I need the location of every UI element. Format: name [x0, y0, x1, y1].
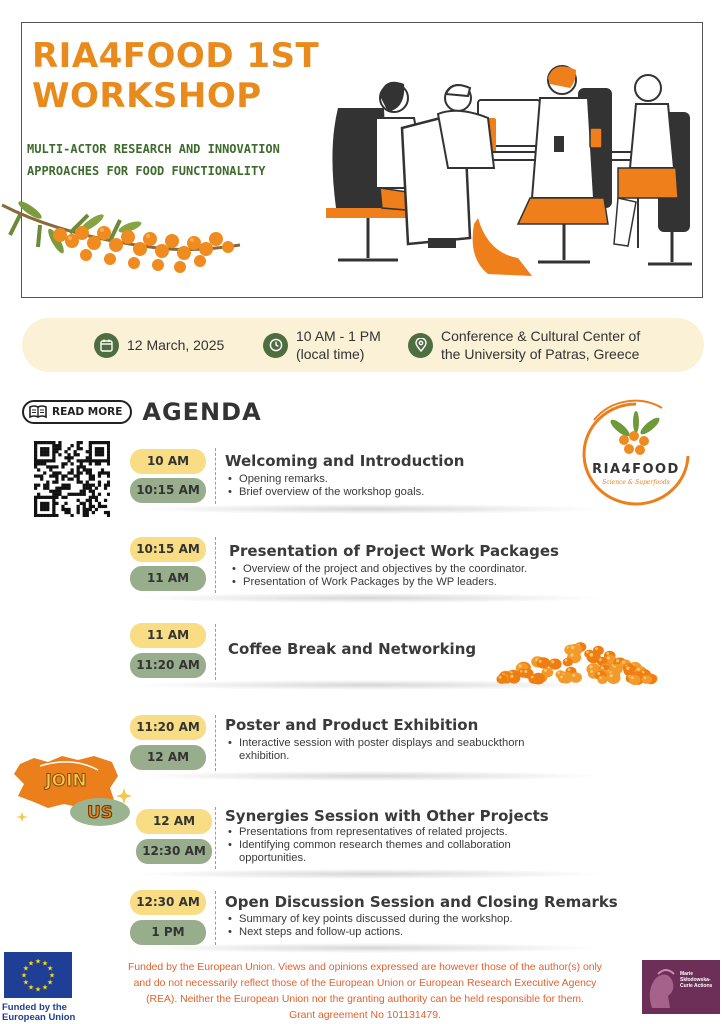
session-bullet: • Identifying common research themes and collaboration opportunities. — [225, 839, 575, 865]
disclaimer-line: and do not necessarily reflect those of the European Union or European Research Executive Agency — [133, 978, 597, 989]
event-time-line-1: 10 AM - 1 PM — [296, 328, 381, 344]
session-end-time: 1 PM — [130, 920, 206, 945]
agenda-session — [120, 446, 600, 510]
event-time — [263, 318, 381, 372]
seabuckthorn-berries-image — [490, 610, 666, 690]
session-bullet: • Presentations from representatives of related projects. — [225, 826, 575, 839]
join-text: JOIN — [45, 771, 87, 791]
session-end-time: 11 AM — [130, 566, 206, 591]
agenda-session — [120, 889, 618, 949]
msca-text-line: Curie Actions — [680, 983, 713, 989]
disclaimer-line: (REA). Neither the European Union nor the granting authority can be held responsible for them. — [146, 994, 584, 1005]
session-bullets — [229, 563, 527, 589]
funding-disclaimer — [90, 960, 640, 1024]
session-bullet: • Presentation of Work Packages by the WP leaders. — [229, 576, 527, 589]
eu-funding-label — [2, 1003, 75, 1023]
svg-text:★: ★ — [46, 964, 54, 973]
session-bullets — [225, 737, 555, 763]
svg-text:★: ★ — [46, 978, 54, 987]
session-end-time: 12 AM — [130, 745, 206, 770]
session-start-time: 10 AM — [130, 449, 206, 474]
session-bullet: • Summary of key points discussed during the workshop. — [225, 913, 513, 926]
book-icon — [28, 405, 48, 419]
join-us-badge[interactable] — [12, 752, 132, 841]
session-end-time: 10:15 AM — [130, 478, 206, 503]
disclaimer-line: Funded by the European Union. Views and opinions expressed are however those of the author(s) only — [127, 962, 603, 973]
svg-text:★: ★ — [27, 983, 35, 992]
location-pin-icon — [408, 333, 433, 358]
title-line-1: RIA4FOOD 1ST — [32, 36, 320, 76]
logo-tagline: Science & Superfoods — [602, 479, 670, 486]
msca-logo — [642, 960, 720, 1014]
svg-text:★: ★ — [20, 971, 28, 980]
agenda-session — [120, 713, 600, 777]
agenda-session — [120, 535, 600, 599]
team-meeting-illustration — [318, 48, 698, 288]
event-venue-line-2: the University of Patras, Greece — [441, 346, 640, 362]
grant-agreement: Grant agreement No 101131479. — [289, 1010, 441, 1021]
session-title: Welcoming and Introduction — [225, 452, 465, 470]
svg-text:★: ★ — [22, 964, 30, 973]
event-venue-line-1: Conference & Cultural Center of — [441, 328, 641, 344]
event-venue — [408, 318, 640, 372]
svg-text:★: ★ — [41, 983, 49, 992]
session-title: Coffee Break and Networking — [228, 640, 477, 658]
session-start-time: 11:20 AM — [130, 715, 206, 740]
clock-icon — [263, 333, 288, 358]
us-text: US — [86, 803, 114, 823]
session-title: Open Discussion Session and Closing Remarks — [225, 893, 618, 911]
msca-text-line: Marie — [680, 971, 694, 977]
subtitle-line-1: MULTI-ACTOR RESEARCH AND INNOVATION — [27, 142, 280, 156]
calendar-icon — [94, 333, 119, 358]
logo-wordmark: RIA4FOOD — [592, 462, 680, 477]
agenda-session — [120, 805, 600, 875]
event-time-text — [296, 327, 381, 363]
session-bullet: • Next steps and follow-up actions. — [225, 926, 513, 939]
title-line-2: WORKSHOP — [32, 76, 262, 116]
event-info-bar — [22, 318, 704, 372]
event-time-line-2: (local time) — [296, 346, 365, 362]
svg-text:★: ★ — [34, 985, 42, 994]
svg-text:★: ★ — [22, 978, 30, 987]
session-start-time: 12 AM — [136, 809, 212, 834]
session-title: Presentation of Project Work Packages — [229, 542, 559, 560]
svg-text:★: ★ — [34, 957, 42, 966]
session-title: Synergies Session with Other Projects — [225, 807, 549, 825]
event-venue-text — [441, 327, 640, 363]
read-more-button[interactable] — [22, 400, 132, 424]
svg-text:★: ★ — [48, 971, 56, 980]
svg-text:★: ★ — [27, 959, 35, 968]
qr-code[interactable] — [34, 441, 110, 517]
session-bullet: • Overview of the project and objectives by the coordinator. — [229, 563, 527, 576]
session-end-time: 11:20 AM — [130, 653, 206, 678]
event-date — [94, 318, 224, 372]
session-bullet: • Interactive session with poster displays and seabuckthorn exhibition. — [225, 737, 555, 763]
workshop-title — [32, 36, 319, 116]
event-date-text: 12 March, 2025 — [127, 337, 225, 353]
read-more-label: READ MORE — [52, 406, 123, 418]
svg-text:★: ★ — [41, 959, 49, 968]
session-start-time: 11 AM — [130, 623, 206, 648]
session-title: Poster and Product Exhibition — [225, 716, 479, 734]
msca-text-line: Skłodowska- — [680, 977, 711, 983]
session-bullet: • Opening remarks. — [225, 473, 424, 486]
session-bullets — [225, 826, 575, 865]
session-start-time: 10:15 AM — [130, 537, 206, 562]
session-bullet: • Brief overview of the workshop goals. — [225, 486, 424, 499]
session-bullets — [225, 473, 424, 499]
seabuckthorn-branch-image — [0, 175, 250, 285]
session-end-time: 12:30 AM — [136, 839, 212, 864]
eu-label-line-2: European Union — [2, 1012, 76, 1023]
subtitle-line-2: APPROACHES FOR FOOD FUNCTIONALITY — [27, 164, 266, 178]
session-bullets — [225, 913, 513, 939]
session-start-time: 12:30 AM — [130, 890, 206, 915]
eu-flag-icon — [4, 952, 72, 998]
agenda-title: AGENDA — [142, 398, 262, 426]
eu-label-line-1: Funded by the — [2, 1002, 67, 1013]
agenda-header — [22, 398, 262, 426]
